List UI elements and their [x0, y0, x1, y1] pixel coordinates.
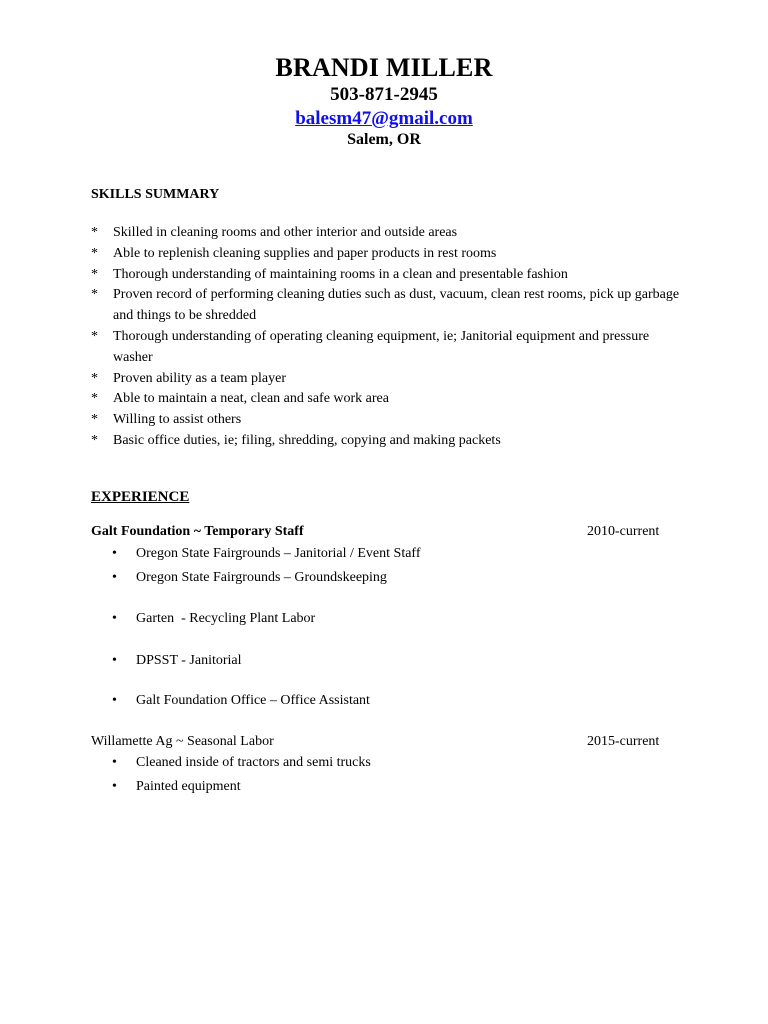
skill-text: Willing to assist others: [113, 412, 242, 428]
asterisk-marker: *: [91, 370, 98, 386]
skill-text: Able to maintain a neat, clean and safe work area: [113, 391, 389, 407]
skill-text: Thorough understanding of operating cleaning equipment, ie; Janitorial equipment and pressure washer: [113, 328, 650, 365]
job-duty-text: Garten - Recycling Plant Labor: [136, 611, 316, 626]
skill-item: [91, 285, 691, 327]
asterisk-marker: *: [91, 432, 98, 448]
skill-item: [91, 410, 691, 431]
location: Salem, OR: [347, 131, 421, 148]
phone-number: 503-871-2945: [330, 84, 438, 105]
bullet-icon: •: [112, 779, 117, 794]
asterisk-marker: *: [91, 225, 98, 240]
skill-text: Proven record of performing cleaning duties such as dust, vacuum, clean rest rooms, pick up garbage and things to be shredded: [113, 287, 680, 324]
skill-item: [91, 389, 691, 410]
skill-text: Basic office duties, ie; filing, shredding, copying and making packets: [113, 432, 501, 448]
bullet-icon: •: [112, 693, 117, 708]
job-duty-text: Galt Foundation Office – Office Assistant: [136, 693, 370, 708]
bullet-icon: •: [112, 570, 117, 585]
skill-text: Thorough understanding of maintaining rooms in a clean and presentable fashion: [113, 266, 568, 282]
asterisk-marker: *: [91, 391, 98, 407]
job-dates: 2010-current: [587, 524, 660, 539]
job-title: Willamette Ag ~ Seasonal Labor: [91, 734, 274, 749]
skill-item: [91, 244, 691, 265]
skill-text: Skilled in cleaning rooms and other interior and outside areas: [113, 225, 458, 240]
asterisk-marker: *: [91, 266, 98, 282]
experience-heading: EXPERIENCE: [91, 489, 190, 505]
job-duty-text: DPSST - Janitorial: [136, 653, 242, 668]
asterisk-marker: *: [91, 412, 98, 428]
skill-item: [91, 369, 691, 390]
skill-item: [91, 223, 691, 244]
email-link[interactable]: balesm47@gmail.com: [295, 108, 473, 129]
bullet-icon: •: [112, 653, 117, 668]
job-duty-text: Cleaned inside of tractors and semi trucks: [136, 755, 371, 770]
bullet-icon: •: [112, 546, 117, 561]
job-duty-text: Oregon State Fairgrounds – Groundskeeping: [136, 570, 387, 585]
job-dates: 2015-current: [587, 734, 660, 749]
skill-item: [91, 327, 691, 369]
skill-item: [91, 431, 691, 452]
job-title: Galt Foundation ~ Temporary Staff: [91, 524, 304, 539]
asterisk-marker: *: [91, 287, 98, 303]
asterisk-marker: *: [91, 328, 98, 344]
bullet-icon: •: [112, 755, 117, 770]
email-line: [0, 108, 768, 130]
job-duty-text: Oregon State Fairgrounds – Janitorial / Event Staff: [136, 546, 421, 561]
skill-text: Proven ability as a team player: [113, 370, 286, 386]
asterisk-marker: *: [91, 245, 98, 261]
job-duty-text: Painted equipment: [136, 779, 241, 794]
bullet-icon: •: [112, 611, 117, 626]
skills-heading: SKILLS SUMMARY: [91, 187, 220, 202]
skill-item: [91, 265, 691, 286]
candidate-name: BRANDI MILLER: [275, 53, 493, 82]
skill-text: Able to replenish cleaning supplies and paper products in rest rooms: [113, 245, 497, 261]
skills-list: [91, 223, 691, 452]
